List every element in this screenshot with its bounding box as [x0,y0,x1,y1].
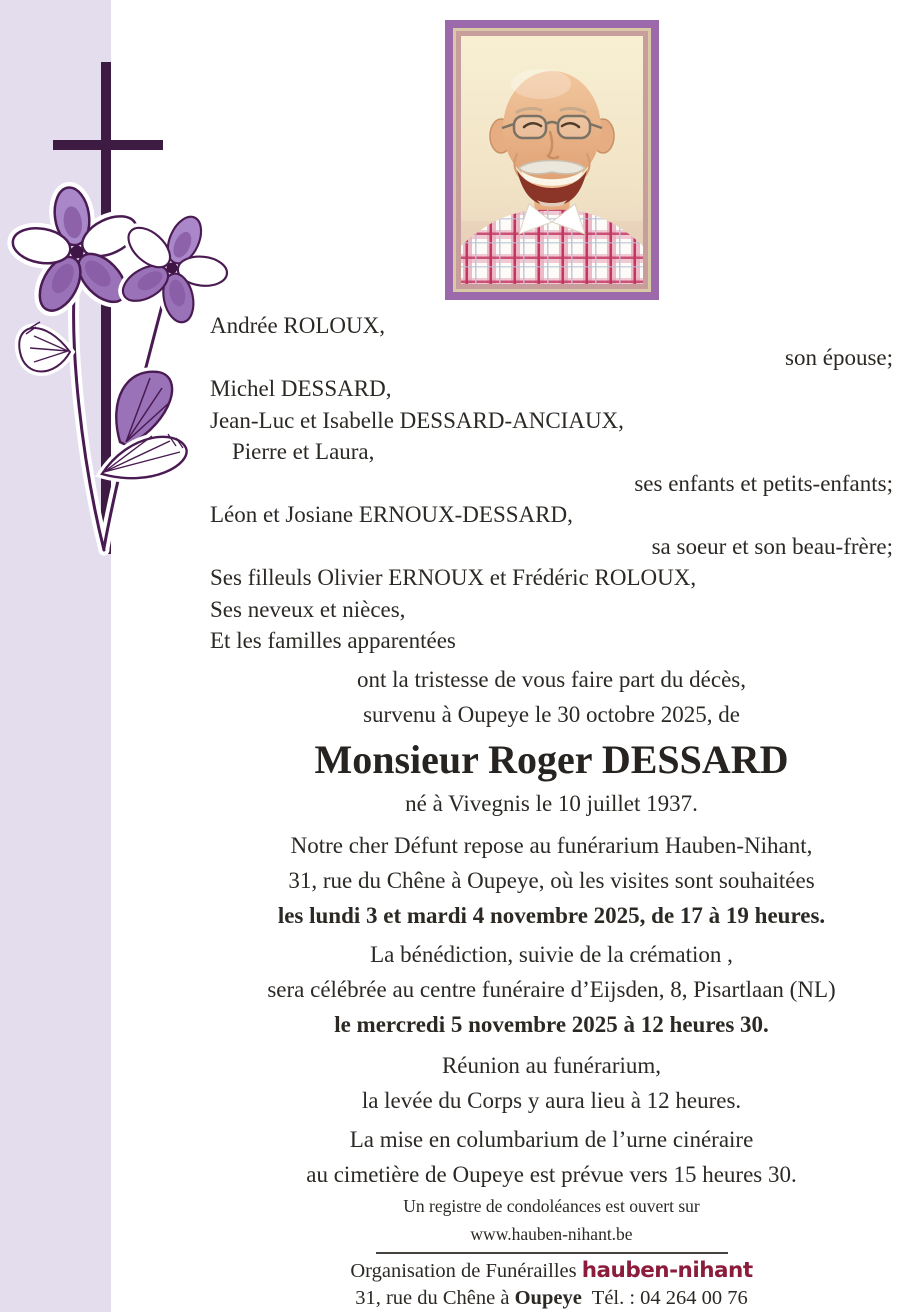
family-line: Pierre et Laura, [232,439,375,464]
address-city: Oupeye [514,1286,582,1309]
announcement-text [210,310,893,1312]
organisation-line [210,1257,893,1285]
address-line [210,1285,893,1312]
cross-and-flowers-artwork [0,0,240,620]
relation-line: sa soeur et son beau-frère; [651,533,893,559]
birth-line: né à Vivegnis le 10 juillet 1937. [405,790,698,816]
deceased-name: Monsieur Roger DESSARD [314,736,789,782]
footer-divider [376,1252,728,1254]
relation-line: ses enfants et petits-enfants; [634,470,893,496]
phone-number: Tél. : 04 264 00 76 [591,1286,748,1309]
family-line: Jean-Luc et Isabelle DESSARD-ANCIAUX, [210,407,624,433]
family-line: Léon et Josiane ERNOUX-DESSARD, [210,502,573,527]
ceremony-line: La bénédiction, suivie de la crémation , [370,941,733,967]
visitation-line: Notre cher Défunt repose au funérarium Hauben-Nihant, [290,832,813,858]
family-line: Michel DESSARD, [210,376,392,401]
columbarium-line: La mise en columbarium de l’urne cinéraire [349,1126,754,1152]
visitation-dates: les lundi 3 et mardi 4 novembre 2025, de 17 à 19 heures. [277,902,826,928]
website-url: www.hauben-nihant.be [470,1223,633,1244]
family-line: Andrée ROLOUX, [210,313,386,338]
deceased-photo-frame [445,20,659,300]
photo-mat-inner [456,31,648,289]
columbarium-line: au cimetière de Oupeye est prévue vers 15 heures 30. [306,1161,797,1187]
organisation-label: Organisation de Funérailles [350,1259,582,1282]
photo-mat-outer [453,28,651,292]
family-line: Ses neveux et nièces, [210,596,406,622]
deceased-portrait [461,36,643,284]
ceremony-line: sera célébrée au centre funéraire d’Eijsden, 8, Pisartlaan (NL) [267,976,836,1002]
register-line: Un registre de condoléances est ouvert sur [403,1195,700,1216]
family-line: Ses filleuls Olivier ERNOUX et Frédéric ROLOUX, [210,565,697,590]
relation-line: son épouse; [785,344,893,370]
announcement-line: survenu à Oupeye le 30 octobre 2025, de [363,701,740,727]
leaf-right [102,434,187,478]
visitation-line: 31, rue du Chêne à Oupeye, où les visites sont souhaitées [288,867,815,893]
address-street: 31, rue du Chêne à [355,1286,515,1309]
reunion-line: Réunion au funérarium, [441,1052,662,1078]
family-line: Et les familles apparentées [210,628,456,653]
leaf-left [19,322,70,372]
announcement-line: ont la tristesse de vous faire part du décès, [357,666,746,692]
reunion-line: la levée du Corps y aura lieu à 12 heures. [361,1087,742,1113]
hauben-nihant-logo: hauben-nihant [581,1257,753,1283]
ceremony-date: le mercredi 5 novembre 2025 à 12 heures 30. [334,1011,769,1037]
